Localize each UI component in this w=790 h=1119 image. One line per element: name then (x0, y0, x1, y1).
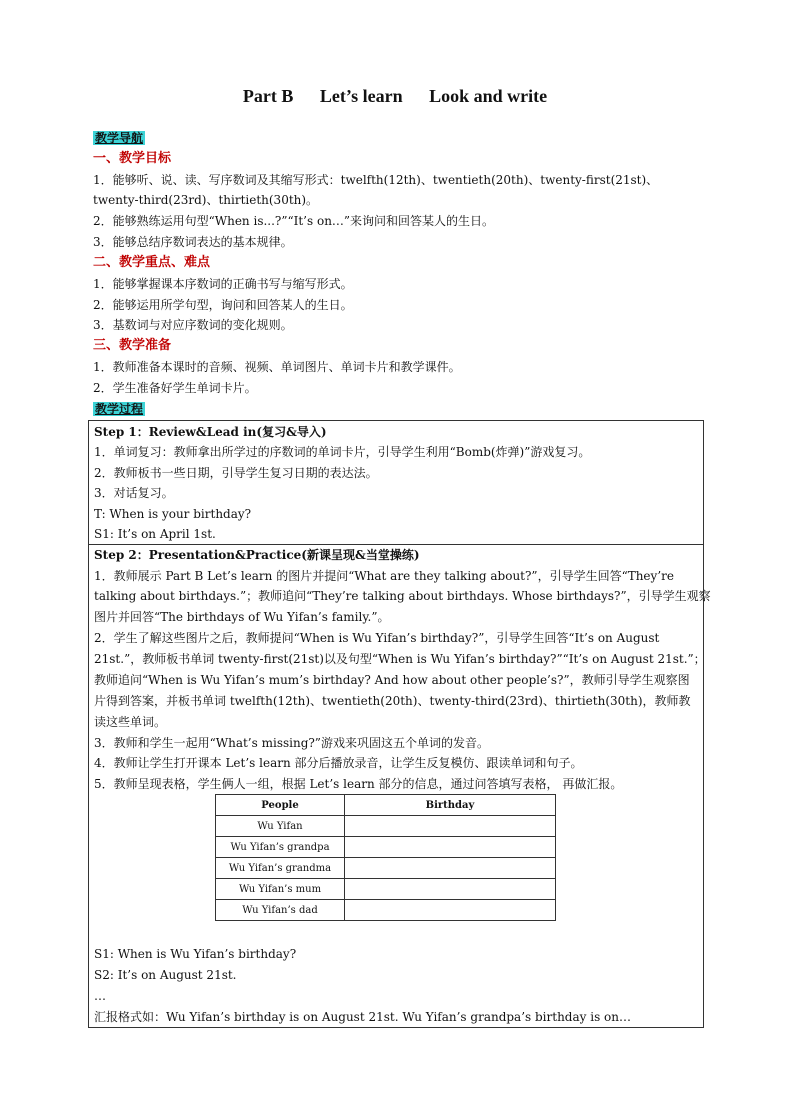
step2-line: 5．教师呈现表格，学生俩人一组，根据 Let’s learn 部分的信息，通过问答填写表格， 再做汇报。 (94, 777, 623, 791)
table-row (216, 879, 556, 900)
step2-title: Step 2：Presentation&Practice(新课呈现&当堂操练) (94, 548, 420, 562)
step1-line: 2．教师板书一些日期，引导学生复习日期的表达法。 (94, 466, 378, 480)
step2-line: 片得到答案，并板书单词 twelfth(12th)、twentieth(20th)、twenty-third(23rd)、thirtieth(30th)，教师教 (94, 694, 691, 708)
step2-line: 3．教师和学生一起用“What’s missing?”游戏来巩固这五个单词的发音。 (94, 736, 489, 750)
keypoint-line: 1．能够掌握课本序数词的正确书写与缩写形式。 (93, 277, 353, 291)
person-cell: Wu Yifan’s grandpa (216, 837, 345, 858)
step1-line: 3．对话复习。 (94, 486, 174, 500)
dialogue-line: S2: It’s on August 21st. (94, 968, 237, 982)
dialogue-line: S1: When is Wu Yifan’s birthday? (94, 947, 297, 961)
step2-line: 4．教师让学生打开课本 Let’s learn 部分后播放录音，让学生反复模仿、跟读单词和句子。 (94, 756, 583, 770)
keypoints-heading: 二、教学重点、难点 (93, 255, 211, 270)
step2-line: 1．教师展示 Part B Let’s learn 的图片并提问“What are they talking about?”，引导学生回答“They’re (94, 569, 674, 583)
step1-line: T: When is your birthday? (94, 507, 252, 521)
person-cell: Wu Yifan’s mum (216, 879, 345, 900)
birthday-cell (345, 816, 556, 837)
step1-line: S1: It’s on April 1st. (94, 527, 216, 541)
process-label-line (93, 399, 145, 419)
process-label: 教学过程 (95, 402, 144, 416)
page-title (0, 86, 790, 107)
guide-label: 教学导航 (95, 131, 144, 145)
step1-box (88, 420, 704, 545)
birthday-table (215, 794, 556, 921)
prep-heading: 三、教学准备 (93, 338, 172, 353)
table-row (216, 816, 556, 837)
birthday-cell (345, 900, 556, 921)
keypoint-line: 2．能够运用所学句型，询问和回答某人的生日。 (93, 298, 353, 312)
guide-label-line (93, 128, 145, 148)
column-header-people: People (216, 795, 345, 816)
objectives-heading: 一、教学目标 (93, 151, 172, 166)
step2-line: talking about birthdays.”；教师追问“They’re talking about birthdays. Whose birthdays?”，引导学生观察 (94, 589, 711, 603)
person-cell: Wu Yifan’s grandma (216, 858, 345, 879)
person-cell: Wu Yifan’s dad (216, 900, 345, 921)
step2-line: 2．学生了解这些图片之后，教师提问“When is Wu Yifan’s birthday?”，引导学生回答“It’s on August (94, 631, 660, 645)
title-write: Look and write (429, 86, 548, 106)
objective-line: 3．能够总结序数词表达的基本规律。 (93, 235, 293, 249)
column-header-birthday: Birthday (345, 795, 556, 816)
person-cell: Wu Yifan (216, 816, 345, 837)
title-learn: Let’s learn (319, 86, 403, 106)
step1-title: Step 1：Review&Lead in(复习&导入) (94, 425, 327, 439)
objective-line: twenty-third(23rd)、thirtieth(30th)。 (93, 193, 319, 207)
objective-line: 1．能够听、说、读、写序数词及其缩写形式：twelfth(12th)、twentieth(20th)、twenty-first(21st)、 (93, 173, 659, 187)
prep-line: 2．学生准备好学生单词卡片。 (93, 381, 257, 395)
step1-line: 1．单词复习：教师拿出所学过的序数词的单词卡片，引导学生利用“Bomb(炸弹)”游戏复习。 (94, 445, 591, 459)
title-part: Part B (242, 86, 294, 106)
step2-line: 21st.”，教师板书单词 twenty-first(21st)以及句型“When is Wu Yifan’s birthday?”“It’s on August 21st.”； (94, 652, 706, 666)
objective-line: 2．能够熟练运用句型“When is...?”“It’s on…”来询问和回答某人的生日。 (93, 214, 495, 228)
report-format-line: 汇报格式如：Wu Yifan’s birthday is on August 21st. Wu Yifan’s grandpa’s birthday is on… (94, 1010, 632, 1024)
step2-line: 教师追问“When is Wu Yifan’s mum’s birthday? And how about other people’s?”，教师引导学生观察图 (94, 673, 690, 687)
step2-box (88, 543, 711, 1028)
step2-line: 读这些单词。 (94, 715, 167, 729)
table-row (216, 858, 556, 879)
table-row (216, 900, 556, 921)
dialogue-ellipsis: … (94, 989, 106, 1003)
step2-line: 图片并回答“The birthdays of Wu Yifan’s family.”。 (94, 610, 390, 624)
birthday-cell (345, 837, 556, 858)
keypoint-line: 3．基数词与对应序数词的变化规则。 (93, 318, 293, 332)
birthday-cell (345, 879, 556, 900)
table-row (216, 837, 556, 858)
prep-line: 1．教师准备本课时的音频、视频、单词图片、单词卡片和教学课件。 (93, 360, 461, 374)
birthday-cell (345, 858, 556, 879)
table-header-row (216, 795, 556, 816)
